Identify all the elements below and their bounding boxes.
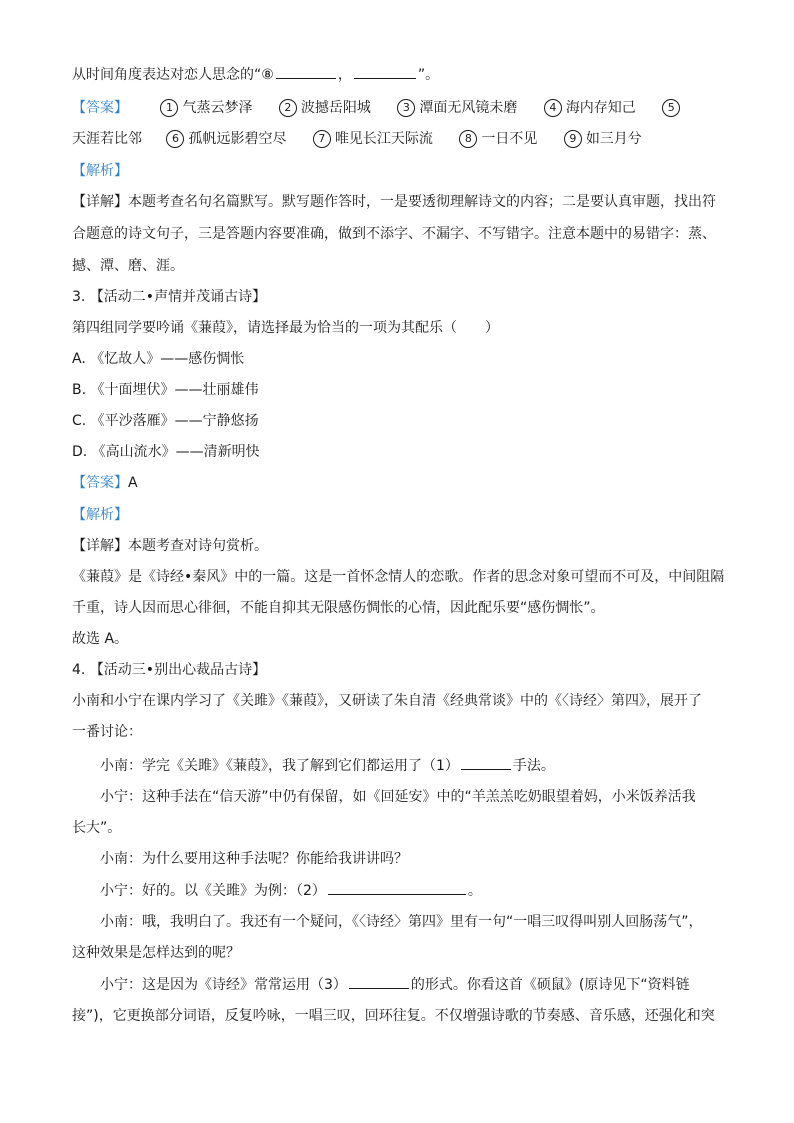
conclusion-text: 故选 A。	[72, 631, 129, 647]
detail-text: 千重，诗人因而思心徘徊，不能自抑其无限感伤惆怅的心情，因此配乐要“感伤惆怅”。	[72, 600, 605, 616]
question-4-intro: 一番讨论：	[72, 724, 142, 740]
answer-item	[459, 129, 537, 149]
circled-number: 5	[662, 99, 680, 117]
dialogue-text: 小宁：好的。以《关雎》为例：（2）	[100, 883, 326, 899]
question-3-title: 3. 【活动二•声情并茂诵古诗】	[72, 289, 267, 305]
circled-number: 9	[564, 130, 582, 148]
answer-item	[662, 98, 684, 118]
answer-item	[313, 129, 433, 149]
analysis-tag: 【解析】	[72, 507, 128, 523]
answer-item	[72, 129, 142, 149]
answer-item	[564, 129, 642, 149]
answer-text: 如三月兮	[585, 131, 642, 147]
answer-blank	[354, 64, 416, 79]
answer-tag: 【答案】	[72, 475, 128, 491]
circled-number: 6	[166, 130, 184, 148]
analysis-tag: 【解析】	[72, 163, 128, 179]
answer-value: A	[128, 475, 138, 491]
answer-text: 一日不见	[481, 131, 538, 147]
answer-text: 波撼岳阳城	[300, 100, 371, 116]
fill-separator: ，	[337, 67, 352, 83]
option-b: B. 《十面埋伏》——壮丽雄伟	[72, 382, 259, 398]
question-4-intro: 小南和小宁在课内学习了《关雎》《蒹葭》，又研读了朱自清《经典常谈》中的《〈诗经〉第四》，展开了	[72, 693, 702, 709]
answer-text: 海内存知己	[565, 100, 636, 116]
answer-row-1	[72, 98, 684, 118]
dialogue-line	[100, 880, 482, 901]
detail-text: 《蒹葭》是《诗经•秦风》中的一篇。这是一首怀念情人的恋歌。作者的思念对象可望而不可及，中间阻隔	[72, 569, 725, 585]
answer-item	[279, 98, 371, 118]
q3-detail	[72, 536, 268, 556]
circled-number: 2	[279, 99, 297, 117]
answer-blank	[328, 880, 466, 895]
answer-text: 天涯若比邻	[72, 131, 142, 147]
answer-item	[544, 98, 636, 118]
detail-tag: 【详解】	[72, 194, 128, 210]
dialogue-line	[100, 755, 555, 776]
dialogue-line	[100, 974, 690, 995]
option-c: C. 《平沙落雁》——宁静悠扬	[72, 413, 259, 429]
answer-text: 孤帆远影碧空尽	[188, 131, 287, 147]
answer-item	[166, 129, 286, 149]
answer-item	[397, 98, 517, 118]
dialogue-line: 小南：为什么要用这种手法呢？你能给我讲讲吗？	[100, 851, 408, 867]
q3-answer	[72, 473, 138, 493]
detail-text: 撼、潭、磨、涯。	[72, 258, 184, 274]
dialogue-text: 手法。	[512, 758, 555, 774]
detail-text: 本题考查对诗句赏析。	[128, 538, 268, 554]
answer-row-2	[72, 129, 664, 149]
dialogue-line: 小南：哦，我明白了。我还有一个疑问，《〈诗经〉第四》里有一句“一唱三叹得叫别人回肠荡气”，	[100, 914, 703, 930]
detail-text: 合题意的诗文句子，三是答题内容要准确，做到不添字、不漏字、不写错字。注意本题中的易错字：蒸、	[72, 226, 716, 242]
circled-number: 1	[160, 99, 178, 117]
dialogue-line: 接”)，它更换部分词语，反复吟咏，一唱三叹，回环往复。不仅增强诗歌的节奏感、音乐感，还强化和突	[72, 1008, 715, 1024]
dialogue-line: 长大”。	[72, 820, 122, 836]
option-d: D. 《高山流水》——清新明快	[72, 444, 260, 460]
answer-blank	[276, 64, 336, 79]
question-3-stem: 第四组同学要吟诵《蒹葭》，请选择最为恰当的一项为其配乐（ ）	[72, 320, 499, 336]
detail-paragraph-line	[72, 192, 716, 212]
answer-text: 唯见长江天际流	[334, 131, 433, 147]
circled-number: 3	[397, 99, 415, 117]
option-a: A. 《忆故人》——感伤惆怅	[72, 351, 245, 367]
answer-text: 潭面无风镜未磨	[419, 100, 518, 116]
detail-tag: 【详解】	[72, 538, 128, 554]
dialogue-text: 。	[467, 883, 482, 899]
fill-prefix: 从时间角度表达对恋人思念的“⑧	[72, 67, 274, 83]
dialogue-text: 小南：学完《关雎》《蒹葭》，我了解到它们都运用了（1）	[100, 758, 459, 774]
answer-tag: 【答案】	[72, 100, 128, 116]
dialogue-line: 小宁：这种手法在“信天游”中仍有保留，如《回延安》中的“羊羔羔吃奶眼望着妈，小米饭养活我	[100, 789, 696, 805]
dialogue-text: 的形式。你看这首《硕鼠》(原诗见下“资料链	[410, 977, 690, 993]
dialogue-line: 这种效果是怎样达到的呢？	[72, 945, 240, 961]
answer-blank	[349, 974, 409, 989]
question-4-title: 4. 【活动三•别出心裁品古诗】	[72, 662, 267, 678]
circled-number: 8	[459, 130, 477, 148]
dialogue-text: 小宁：这是因为《诗经》常常运用（3）	[100, 977, 347, 993]
circled-number: 4	[544, 99, 562, 117]
answer-blank	[461, 755, 511, 770]
circled-number: 7	[313, 130, 331, 148]
answer-text: 气蒸云梦泽	[182, 100, 253, 116]
answer-item	[160, 98, 252, 118]
fill-suffix: ”。	[417, 67, 440, 83]
fill-line-8	[72, 64, 439, 85]
detail-text: 本题考查名句名篇默写。默写题作答时，一是要透彻理解诗文的内容；二是要认真审题，找出符	[128, 194, 716, 210]
